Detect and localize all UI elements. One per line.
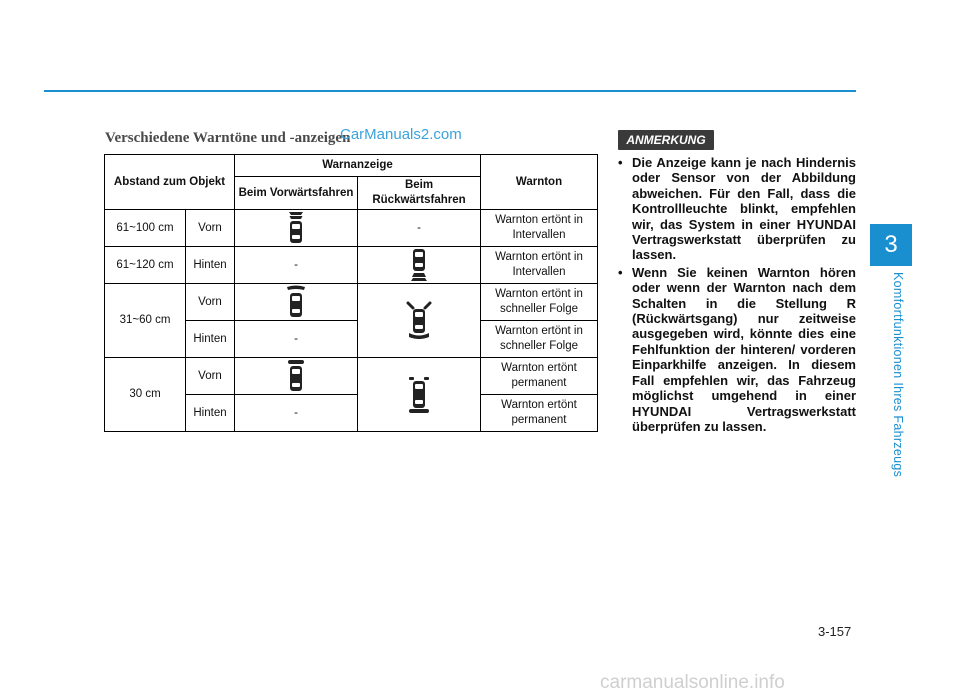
page-number: 3-157 xyxy=(818,624,852,639)
cell-position: Vorn xyxy=(186,358,235,395)
corner-sensor-car-icon xyxy=(405,301,433,341)
cell-reverse: - xyxy=(358,210,481,247)
cell-tone: Warnton ertönt permanent xyxy=(481,358,598,395)
front-sensor-car-icon xyxy=(286,211,306,245)
front-sensor-car-icon xyxy=(285,285,307,319)
header-reverse: Beim Rückwärtsfahren xyxy=(358,177,481,210)
cell-position: Hinten xyxy=(186,247,235,284)
cell-distance: 31~60 cm xyxy=(105,284,186,358)
cell-position: Vorn xyxy=(186,284,235,321)
header-distance: Abstand zum Objekt xyxy=(105,155,235,210)
section-title: Verschiedene Warntöne und -anzeigen xyxy=(105,130,351,146)
table-row xyxy=(105,210,598,247)
cell-forward: - xyxy=(235,395,358,432)
rear-sensor-car-icon xyxy=(409,248,429,282)
table-row xyxy=(105,247,598,284)
cell-tone: Warnton ertönt in schneller Folge xyxy=(481,284,598,321)
watermark-top: CarManuals2.com xyxy=(340,126,462,143)
cell-tone: Warnton ertönt permanent xyxy=(481,395,598,432)
cell-position: Hinten xyxy=(186,395,235,432)
table-row xyxy=(105,284,598,321)
header-rule xyxy=(44,90,856,92)
header-tone: Warnton xyxy=(481,155,598,210)
header-forward: Beim Vorwärtsfahren xyxy=(235,177,358,210)
chapter-tab: 3 xyxy=(870,224,912,266)
cell-forward: - xyxy=(235,321,358,358)
front-sensor-car-icon xyxy=(285,359,307,393)
cell-forward: - xyxy=(235,247,358,284)
cell-reverse xyxy=(358,358,481,432)
cell-distance: 61~120 cm xyxy=(105,247,186,284)
chapter-title: Komfortfunktionen Ihres Fahrzeugs xyxy=(891,272,905,478)
watermark-bottom: carmanualsonline.info xyxy=(600,672,785,693)
cell-distance: 61~100 cm xyxy=(105,210,186,247)
note-item: • Die Anzeige kann je nach Hindernis oder Sensor von der Abbildung abweichen. Für den Fall, dass die Kontrollleuchte blinkt, empfehlen wir, das System in einer HYUNDAI Vertragswerkstatt überprüfen zu lassen. xyxy=(618,155,856,263)
cell-tone: Warnton ertönt in schneller Folge xyxy=(481,321,598,358)
cell-forward xyxy=(235,284,358,321)
cell-reverse xyxy=(358,247,481,284)
note-badge: ANMERKUNG xyxy=(618,130,714,150)
note-list xyxy=(618,155,856,436)
table-row xyxy=(105,358,598,395)
header-indicator: Warnanzeige xyxy=(235,155,481,177)
surround-sensor-car-icon xyxy=(406,375,432,415)
cell-position: Hinten xyxy=(186,321,235,358)
cell-reverse xyxy=(358,284,481,358)
cell-position: Vorn xyxy=(186,210,235,247)
cell-forward xyxy=(235,210,358,247)
cell-forward xyxy=(235,358,358,395)
cell-tone: Warnton ertönt in Intervallen xyxy=(481,210,598,247)
cell-tone: Warnton ertönt in Intervallen xyxy=(481,247,598,284)
warning-table xyxy=(104,154,598,432)
cell-distance: 30 cm xyxy=(105,358,186,432)
note-item: • Wenn Sie keinen Warnton hören oder wenn der Warnton nach dem Schalten in die Stellung R (Rückwärtsgang) nur zeitweise ausgegeben wird, könnte dies eine Fehlfunktion der hinteren/ vorderen Einparkhilfe anzeigen. In diesem Fall empfehlen wir, das Fahrzeug möglichst umgehend in einer HYUNDAI Vertragswerkstatt überprüfen zu lassen. xyxy=(618,265,856,434)
